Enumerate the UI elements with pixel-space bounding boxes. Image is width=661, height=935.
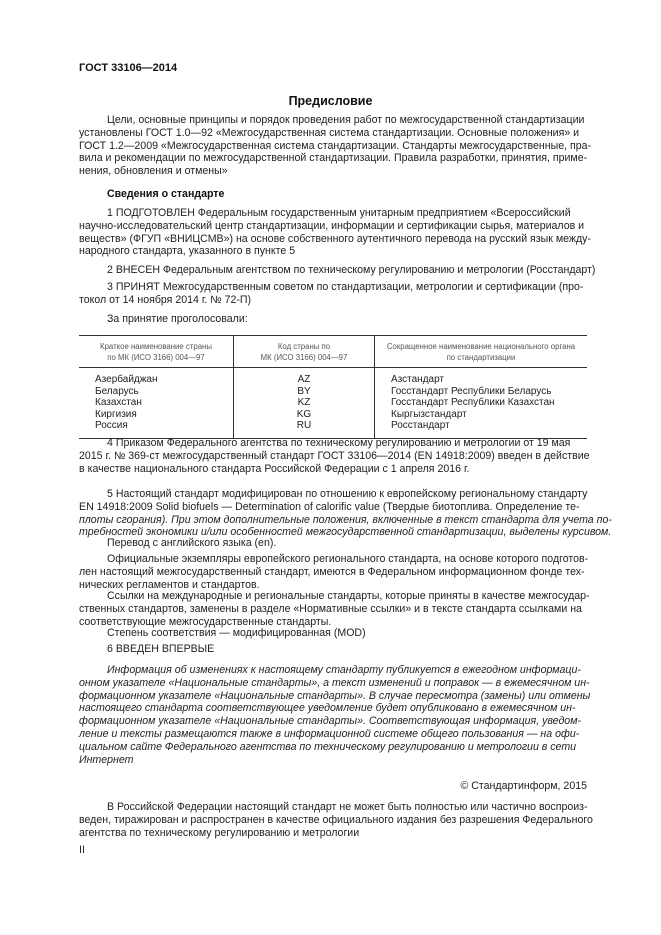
intro-paragraph	[79, 114, 592, 178]
code-cell: AZ	[234, 368, 375, 386]
text-line-italic: плоты сгорания). При этом дополнительные положения, включенные в текст стандарта для учета по-	[79, 513, 612, 526]
text-line: онном указателе «Национальные стандарты», а текст изменений и поправок — в ежемесячном ин-	[79, 676, 590, 689]
translation-note	[79, 537, 587, 550]
header-line: по МК (ИСО 3166) 004—97	[107, 353, 205, 362]
page-number: II	[79, 844, 85, 856]
body-cell: Госстандарт Республики Казахстан	[375, 397, 588, 409]
text-line: ственных стандартов, заменены в разделе «Нормативные ссылки» и в тексте стандарта ссылками на	[79, 602, 582, 615]
text-line: 2 ВНЕСЕН Федеральным агентством по техническому регулированию и метрологии (Росстандарт)	[107, 264, 596, 276]
code-cell: KG	[234, 409, 375, 421]
text-line: формационном указателе «Национальные стандарты». В случае пересмотра (замены) или отмены	[79, 689, 591, 702]
text-line: Информация об изменениях к настоящему стандарту публикуется в ежегодном информаци-	[107, 664, 581, 676]
text-line: Цели, основные принципы и порядок проведения работ по межгосударственной стандартизации	[107, 114, 585, 126]
item-5-paragraph	[79, 488, 612, 539]
text-line: 3 ПРИНЯТ Межгосударственным советом по стандартизации, метрологии и сертификации (про-	[107, 281, 584, 293]
table-row	[79, 368, 587, 386]
text-line: За принятие проголосовали:	[107, 313, 248, 325]
text-line: веден, тиражирован и распространен в качестве официального издания без разрешения Федерального	[79, 813, 593, 826]
text-line: токол от 14 ноября 2014 г. № 72-П)	[79, 293, 252, 306]
country-cell: Киргизия	[95, 408, 137, 420]
text-line: Интернет	[79, 753, 134, 766]
text-line: EN 14918:2009 Solid biofuels — Determination of calorific value (Твердые биотоплива. Определение те-	[79, 500, 580, 513]
country-cell: Россия	[79, 420, 234, 438]
text-line: В Российской Федерации настоящий стандарт не может быть полностью или частично воспроиз-	[107, 801, 588, 813]
header-line: МК (ИСО 3166) 004—97	[260, 353, 348, 362]
code-cell: BY	[234, 386, 375, 398]
text-line: вила и рекомендации по межгосударственной стандартизации. Правила разработки, принятия, приме-	[79, 152, 588, 165]
table-row	[79, 397, 587, 409]
text-line: ление и тексты размещаются также в информационной системе общего пользования — на офи-	[79, 727, 580, 740]
header-line: Краткое наименование страны	[100, 342, 212, 351]
text-line-italic: требностей экономики и/или особенностей межгосударственной стандартизации, выделены курсивом.	[79, 526, 612, 539]
item-1-paragraph	[79, 207, 591, 258]
header-line: по стандартизации	[446, 353, 516, 362]
text-line: Перевод с английского языка (en).	[107, 537, 277, 549]
country-cell: Азербайджан	[95, 374, 158, 385]
text-line: научно-исследовательский центр стандартизации, информации и сертификации сырья, материалов и	[79, 219, 585, 232]
item-4-paragraph	[79, 437, 590, 475]
code-cell: KZ	[234, 397, 375, 409]
text-line: циальном сайте Федерального агентства по техническому регулированию и метрологии в сети	[79, 740, 577, 753]
body-cell: Кыргызстандарт	[375, 409, 588, 421]
text-line: ГОСТ 1.2—2009 «Межгосударственная система стандартизации. Стандарты межгосударственные, пра-	[79, 139, 592, 152]
text-line: формационном указателе «Национальные стандарты». Соответствующая информация, уведом-	[79, 715, 581, 728]
table-row	[79, 409, 587, 421]
text-line: 1 ПОДГОТОВЛЕН Федеральным государственным унитарным предприятием «Всероссийский	[107, 207, 571, 219]
document-code-header: ГОСТ 33106—2014	[79, 62, 178, 74]
text-line: 2015 г. № 369-ст межгосударственный стандарт ГОСТ 33106—2014 (EN 14918:2009) введен в действие	[79, 449, 590, 462]
body-cell: Росстандарт	[375, 420, 588, 438]
text-line: соответствующие межгосударственные стандарты.	[79, 615, 332, 628]
countries-table	[79, 335, 587, 439]
text-line: 6 ВВЕДЕН ВПЕРВЫЕ	[107, 643, 215, 655]
references-paragraph	[79, 590, 590, 628]
table-header-row	[79, 336, 587, 368]
country-cell: Беларусь	[95, 385, 139, 397]
text-line: народного стандарта, указанного в пункте 5	[79, 245, 296, 258]
country-cell: Казахстан	[95, 397, 142, 409]
text-line: Ссылки на международные и региональные стандарты, которые приняты в качестве межгосудар-	[107, 590, 590, 602]
column-header-body	[375, 336, 588, 368]
text-line: 4 Приказом Федерального агентства по техническому регулированию и метрологии от 19 мая	[107, 437, 571, 449]
text-line: веществ» (ФГУП «ВНИЦСМВ») на основе собственного аутентичного перевода на русский язык между-	[79, 232, 591, 245]
body-cell: Азстандарт	[375, 368, 588, 386]
text-line: настоящего стандарта соответствующее уведомление будет опубликовано в ежемесячном ин-	[79, 702, 576, 715]
text-line: 5 Настоящий стандарт модифицирован по отношению к европейскому региональному стандарту	[107, 488, 588, 500]
item-3-paragraph	[79, 281, 587, 307]
page-title: Предисловие	[288, 94, 373, 108]
changes-info-paragraph	[79, 664, 591, 766]
item-2-paragraph	[79, 264, 596, 277]
reproduction-notice	[79, 801, 593, 839]
column-header-code	[234, 336, 375, 368]
official-copies-paragraph	[79, 553, 587, 591]
copyright-notice: © Стандартинформ, 2015	[460, 780, 587, 792]
text-line: Степень соответствия — модифицированная (MOD)	[107, 627, 366, 639]
column-header-country	[79, 336, 234, 368]
header-line: Код страны по	[277, 342, 331, 351]
text-line: лен настоящий межгосударственный стандарт, имеются в Федеральном информационном фонде тех-	[79, 565, 585, 578]
voted-label	[79, 313, 587, 326]
conformity-degree	[79, 627, 587, 640]
text-line: установлены ГОСТ 1.0—92 «Межгосударственная система стандартизации. Основные положения» и	[79, 126, 580, 139]
text-line: Официальные экземпляры европейского регионального стандарта, на основе которого подготов-	[107, 553, 589, 565]
text-line: нения, обновления и отмены»	[79, 165, 228, 178]
section-title: Сведения о стандарте	[107, 188, 225, 200]
text-line: нических регламентов и стандартов.	[79, 578, 260, 591]
item-6-paragraph	[79, 643, 587, 656]
table-row	[79, 420, 587, 438]
code-cell: RU	[234, 420, 375, 438]
table-row	[79, 386, 587, 398]
text-line: агентства по техническому регулированию и метрологии	[79, 826, 360, 839]
header-line: Сокращенное наименование национального органа	[386, 342, 576, 351]
body-cell: Госстандарт Республики Беларусь	[375, 386, 588, 398]
text-line: в качестве национального стандарта Российской Федерации с 1 апреля 2016 г.	[79, 462, 470, 475]
